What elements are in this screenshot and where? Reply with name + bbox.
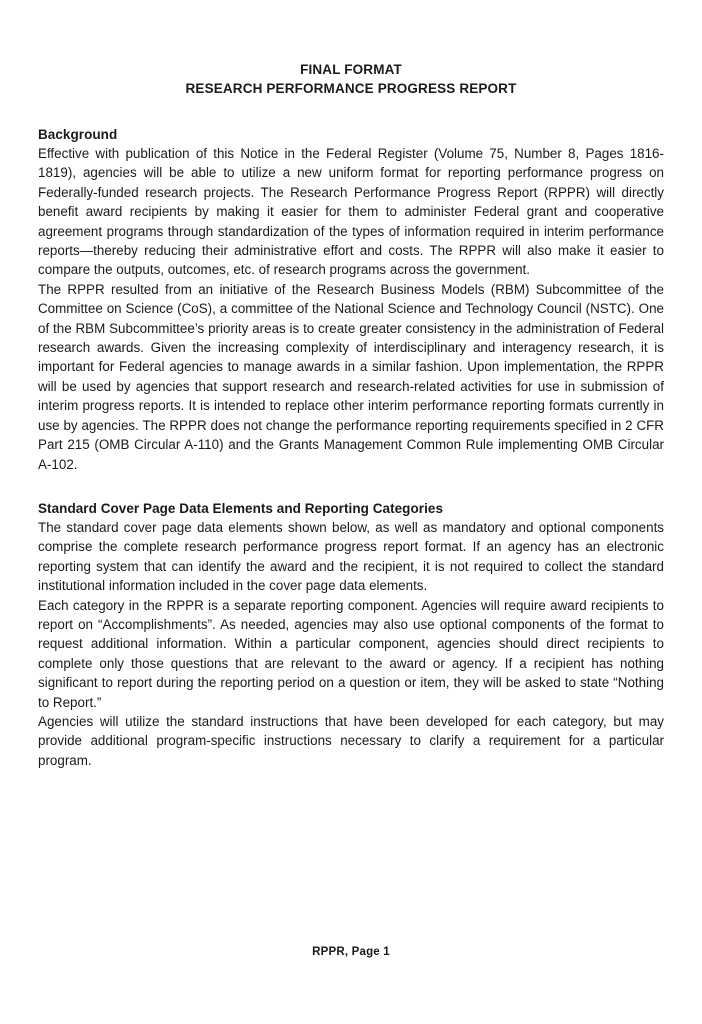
page-footer: RPPR, Page 1 [312, 946, 390, 958]
section-heading-background: Background [38, 127, 118, 142]
section-heading-standard-cover-page: Standard Cover Page Data Elements and Reporting Categories [38, 500, 443, 516]
paragraph-standard-1: The standard cover page data elements shown below, as well as mandatory and optional components comprise the complete research performance progress report format. If an agency has an electronic reporting system that can identify the award and the recipient, it is not required to collect the standard institutional information included in the cover page data elements. [38, 519, 664, 594]
paragraph-background-2: The RPPR resulted from an initiative of the Research Business Models (RBM) Subcommittee of the Committee on Science (CoS), a committee of the National Science and Technology Council (NSTC). One of the RBM Subcommittee’s priority areas is to create greater consistency in the administration of Federal research awards. Given the increasing complexity of interdisciplinary and interagency research, it is important for Federal agencies to manage awards in a similar fashion. Upon implementation, the RPPR will be used by agencies that support research and research-related activities for use in submission of interim progress reports. It is intended to replace other interim performance reporting formats currently in use by agencies. The RPPR does not change the performance reporting requirements specified in 2 CFR Part 215 (OMB Circular A-110) and the Grants Management Common Rule implementing OMB Circular A-102. [38, 281, 664, 472]
document-title-line-2: RESEARCH PERFORMANCE PROGRESS REPORT [185, 81, 517, 96]
document-title [38, 0, 664, 98]
paragraph-standard-3: Agencies will utilize the standard instructions that have been developed for each category, but may provide additional program-specific instructions necessary to clarify a requirement for a particular program. [38, 713, 664, 768]
document-content [38, 0, 664, 770]
paragraph-standard-2: Each category in the RPPR is a separate reporting component. Agencies will require award recipients to report on “Accomplishments”. As needed, agencies may also use optional components of the format to request additional information. Within a particular component, agencies should direct recipients to complete only those questions that are relevant to the award or agency. If a recipient has nothing significant to report during the reporting period on a question or item, they will be asked to state “Nothing to Report.” [38, 597, 664, 710]
paragraph-background-1: Effective with publication of this Notice in the Federal Register (Volume 75, Number 8, Pages 1816-1819), agencies will be able to utilize a new uniform format for reporting performance progress on Federally-funded research projects. The Research Performance Progress Report (RPPR) will directly benefit award recipients by making it easier for them to administer Federal grant and cooperative agreement programs through standardization of the types of information required in interim performance reports—thereby reducing their administrative effort and costs. The RPPR will also make it easier to compare the outputs, outcomes, etc. of research programs across the government. [38, 146, 664, 278]
document-title-line-1: FINAL FORMAT [300, 62, 402, 77]
